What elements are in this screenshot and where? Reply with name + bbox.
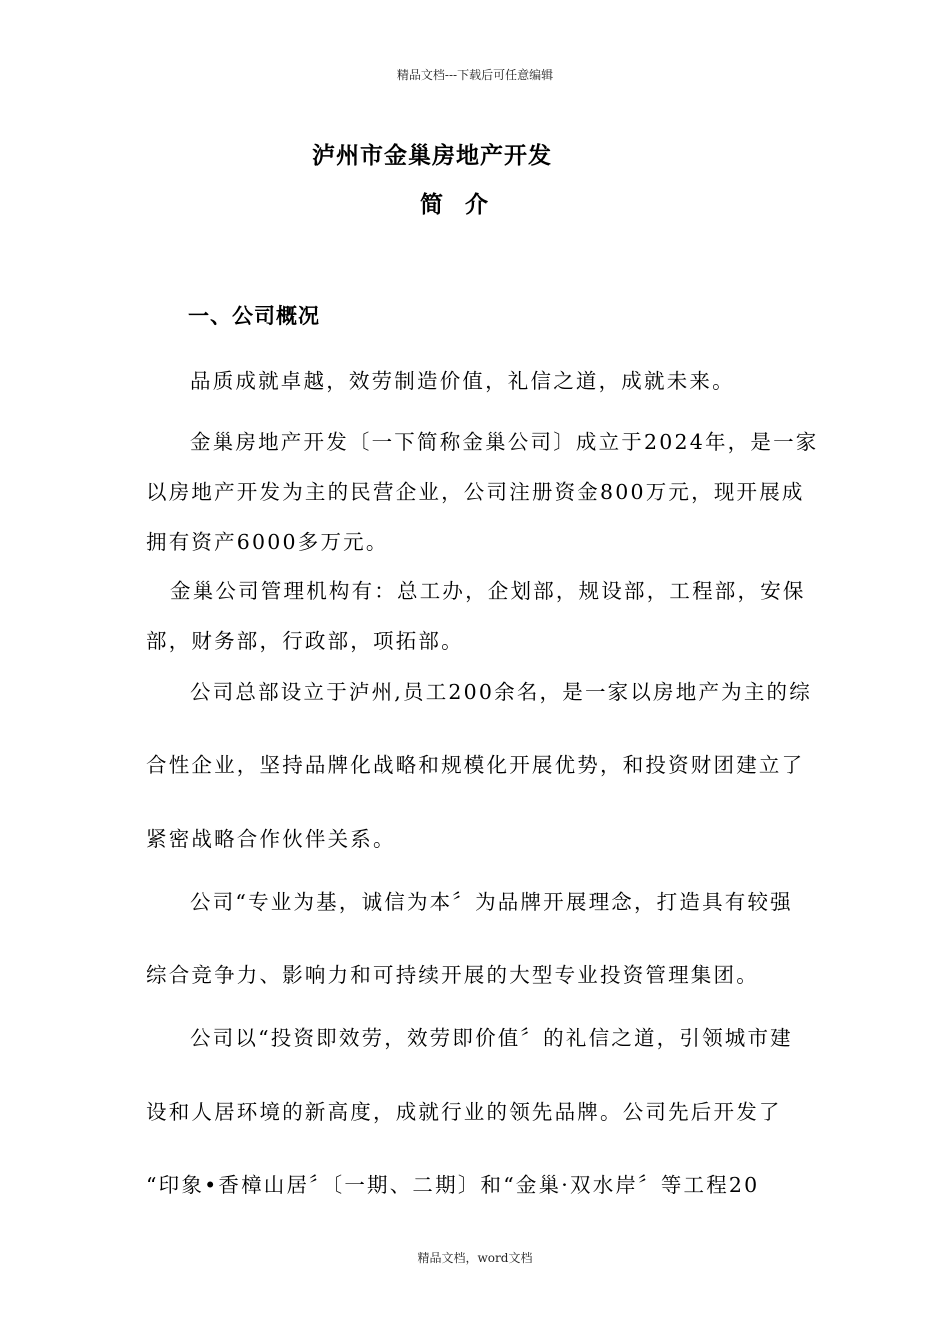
document-subtitle: 简介 <box>420 191 510 218</box>
body-line: 紧密战略合作伙伴关系。 <box>146 827 396 851</box>
body-line: 金巢房地产开发〔一下简称金巢公司〕成立于2024年，是一家 <box>190 430 819 454</box>
body-line: 以房地产开发为主的民营企业，公司注册资金800万元，现开展成 <box>146 480 805 504</box>
body-line: 公司以“投资即效劳，效劳即价值〞的礼信之道，引领城市建 <box>190 1026 793 1050</box>
body-line: 公司“专业为基，诚信为本〞为品牌开展理念，打造具有较强 <box>190 890 793 914</box>
page-footer: 精品文档，word文档 <box>417 1251 533 1265</box>
page-header: 精品文档---下载后可任意编辑 <box>396 68 554 82</box>
body-line: 设和人居环境的新高度，成就行业的领先品牌。公司先后开发了 <box>146 1100 782 1124</box>
body-line: 公司总部设立于泸州,员工200余名，是一家以房地产为主的综 <box>190 680 812 704</box>
body-line: 合性企业，坚持品牌化战略和规模化开展优势，和投资财团建立了 <box>146 753 805 777</box>
document-title: 泸州市金巢房地产开发 <box>312 142 552 169</box>
body-line: 金巢公司管理机构有：总工办，企划部，规设部，工程部，安保 <box>170 579 806 603</box>
body-line: 综合竞争力、影响力和可持续开展的大型专业投资管理集团。 <box>146 963 759 987</box>
body-line: 拥有资产6000多万元。 <box>146 530 389 554</box>
body-line: 部，财务部，行政部，项拓部。 <box>146 629 464 653</box>
section-heading: 一、公司概况 <box>188 303 320 328</box>
body-line: 品质成就卓越，效劳制造价值，礼信之道，成就未来。 <box>190 369 735 393</box>
body-line: “印象•香樟山居〞〔一期、二期〕和“金巢·双水岸〞等工程20 <box>146 1173 760 1197</box>
